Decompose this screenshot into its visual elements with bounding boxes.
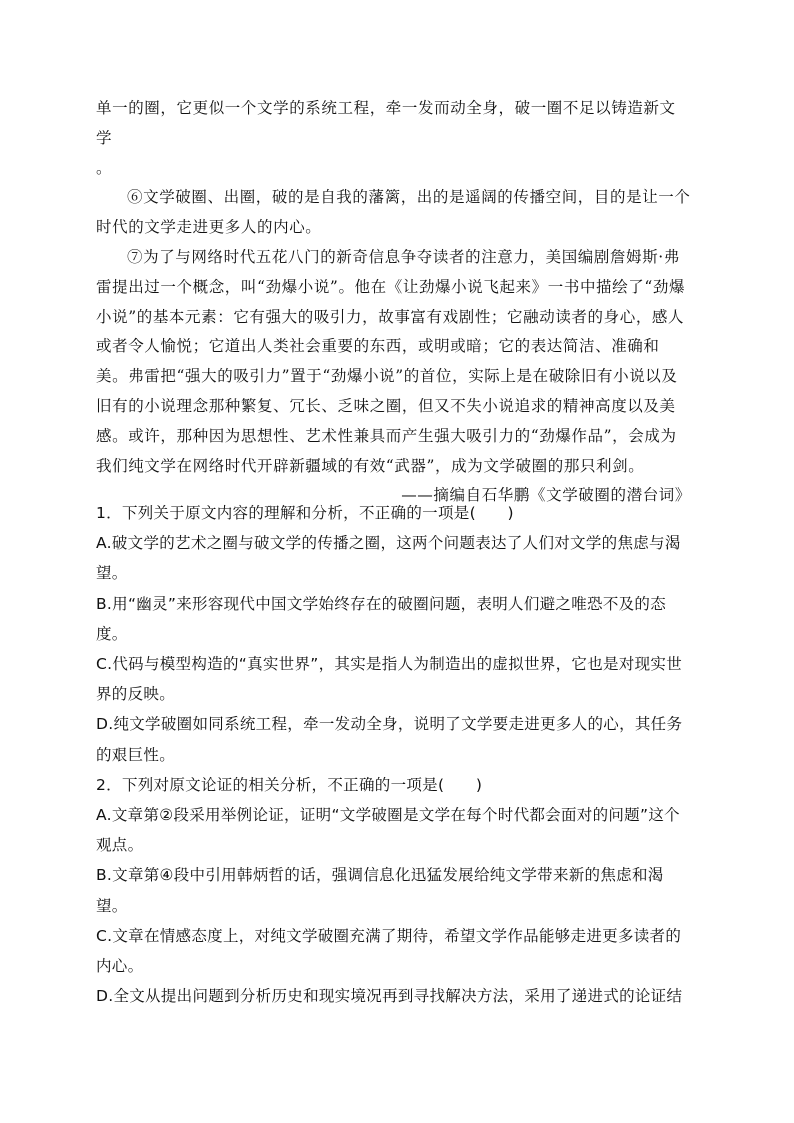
question-option-d: D.全文从提出问题到分析历史和现实境况再到寻找解决方法，采用了递进式的论证结 [96, 987, 683, 1006]
question-option-a: A.破文学的艺术之圈与破文学的传播之圈，这两个问题表达了人们对文学的焦虑与渴望。 [96, 534, 681, 583]
question-option-b: B.用“幽灵”来形容现代中国文学始终存在的破圈问题，表明人们避之唯恐不及的态度。 [96, 594, 667, 643]
passage-paragraph-6: ⑥文学破圈、出圈，破的是自我的藩篱，出的是遥阔的传播空间，目的是让一个时代的文学走进更多人的内心。 [96, 188, 691, 237]
question-option-b: B.文章第④段中引用韩炳哲的话，强调信息化迅猛发展给纯文学带来新的焦虑和渴望。 [96, 866, 664, 915]
question-option-a: A.文章第②段采用举例论证，证明“文学破圈是文学在每个时代都会面对的问题”这个观点。 [96, 806, 680, 855]
passage-continuation-line-2: 。 [96, 158, 113, 177]
question-option-c: C.代码与模型构造的“真实世界”，其实是指人为制造出的虚拟世界，它也是对现实世界的反映。 [96, 655, 683, 704]
question-2 [96, 770, 691, 1012]
question-stem: 2．下列对原文论证的相关分析，不正确的一项是( ) [96, 775, 483, 794]
question-1 [96, 498, 691, 770]
question-option-c: C.文章在情感态度上，对纯文学破圈充满了期待，希望文学作品能够走进更多读者的内心。 [96, 926, 682, 976]
question-list [96, 498, 691, 1011]
reading-passage [96, 94, 691, 511]
passage-continuation-line-1: 单一的圈，它更似一个文学的系统工程，牵一发而动全身，破一圈不足以铸造新文学 [96, 99, 676, 147]
question-option-d: D.纯文学破圈如同系统工程，牵一发动全身，说明了文学要走进更多人的心，其任务的艰巨性。 [96, 715, 683, 764]
passage-source: ——摘编自石华鹏《文学破圈的潜台词》 [401, 486, 691, 505]
question-stem: 1．下列关于原文内容的理解和分析，不正确的一项是( ) [96, 504, 514, 522]
passage-paragraph-7: ⑦为了与网络时代五花八门的新奇信息争夺读者的注意力，美国编剧詹姆斯·弗雷提出过一个概念，叫“劲爆小说”。他在《让劲爆小说飞起来》一书中描绘了“劲爆小说”的基本元素：它有强大的吸引力，故事富有戏剧性；它融动读者的身心，感人或者令人愉悦；它道出人类社会重要的东西，或明或暗；它的表达简洁、准确和美。弗雷把“强大的吸引力”置于“劲爆小说”的首位，实际上是在破除旧有小说以及旧有的小说理念那种繁复、冗长、乏味之圈，但又不失小说追求的精神高度以及美感。或许，那种因为思想性、艺术性兼具而产生强大吸引力的“劲爆作品”，会成为我们纯文学在网络时代开辟新疆域的有效“武器”，成为文学破圈的那只利剑。 [96, 247, 686, 475]
